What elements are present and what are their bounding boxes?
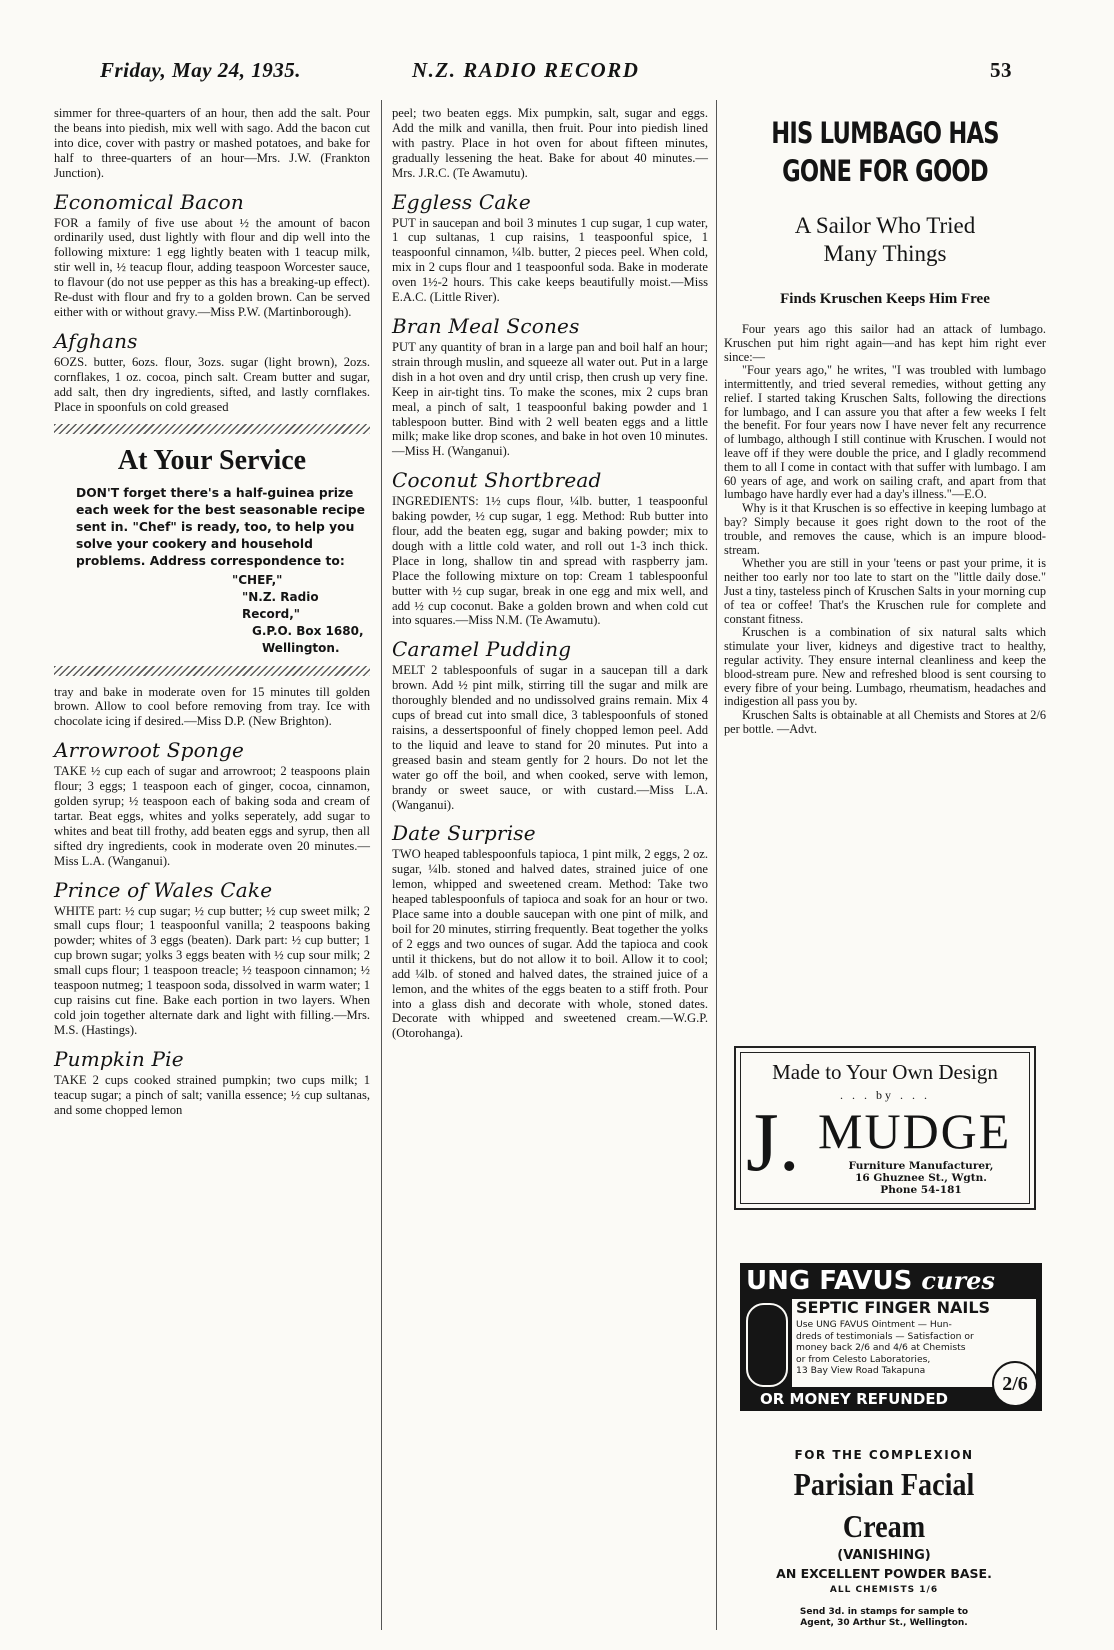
ung-brand: [746, 1267, 995, 1295]
ung-price-badge: 2/6: [992, 1361, 1038, 1407]
address-line: "CHEF,": [232, 572, 283, 587]
recipe-body: TAKE ½ cup each of sugar and arrowroot; 2 teaspoons plain flour; 3 eggs; 1 teaspoon each of ginger, cocoa, cinnamon, golden syrup; ½ teaspoon each of baking soda and cream of tartar. Beat eggs, whites and yolks seperately, add sugar to whites and beat till frothy, add beaten eggs and syrup, then all sifted dry ingredients, cook in moderate oven 20 minutes.—Miss L.A. (Wanganui).: [54, 764, 370, 868]
ad-paragraph: Why is it that Kruschen is so effective in keeping lumbago at bay? Simply because it goes right down to the root of the trouble, and removes the cause, which is an impure blood-stream.: [724, 501, 1046, 557]
recipe-title: Economical Bacon: [54, 189, 244, 214]
mudge-by: . . . by . . .: [840, 1088, 930, 1102]
recipe-title: Eggless Cake: [392, 189, 531, 214]
publication-title: N.Z. RADIO RECORD: [412, 58, 640, 82]
recipe-body: INGREDIENTS: 1½ cups flour, ¼lb. butter, 1 teaspoonful baking powder, ½ cup sugar, 1 egg. Method: Rub butter into flour, add the beaten egg, sugar and baking powder; mix to dough with a little cold water, and roll out 1-3 inch thick. Place in long, shallow tin and spread with raspberry jam. Place the following mixture on top: Cream 1 tablespoonful butter with ½ cup sugar, break in one egg and mix well, and add ½ cup coconut. Bake a golden brown and when cold cut into squares.—Miss N.M. (Te Awamutu).: [392, 494, 708, 628]
address-line: Wellington.: [262, 640, 340, 655]
recipe-title: Pumpkin Pie: [54, 1046, 184, 1071]
ung-copy-line: 13 Bay View Road Takapuna: [796, 1365, 926, 1377]
ung-brand-name: UNG FAVUS: [746, 1266, 913, 1296]
mudge-detail-line: Phone 54-181: [880, 1184, 962, 1196]
recipe-continuation: tray and bake in moderate oven for 15 minutes till golden brown. Allow to cool before removing from tray. Ice with chocolate icing if desired.—Miss D.P. (New Brighton).: [54, 684, 370, 729]
recipe-body: PUT in saucepan and boil 3 minutes 1 cup sugar, 1 cup water, 1 cup sultanas, 1 cup raisins, 1 teaspoonful spice, 1 teaspoonful cinnamon, ¼lb. butter, 2 pieces peel. When cold, mix in 2 cups flour and 1 teaspoonful soda. Bake in moderate oven 1½-2 hours. This cake keeps beautifully moist.—Miss E.A.C. (Little River).: [392, 215, 708, 305]
recipe-body: 6OZS. butter, 6ozs. flour, 3ozs. sugar (light brown), 2ozs. cornflakes, 1 oz. cocoa, pinch salt. Cream butter and sugar, add salt, then dry ingredients, sifted, and lastly cornflakes. Place in spoonfuls on cold greased: [54, 354, 370, 414]
headline-line: HIS LUMBAGO HAS: [771, 116, 999, 150]
parisian-for: FOR THE COMPLEXION: [794, 1448, 974, 1462]
recipe-title: Bran Meal Scones: [392, 313, 580, 338]
address-line: G.P.O. Box 1680,: [252, 623, 364, 638]
parisian-advertisement: [734, 1447, 1034, 1629]
recipe-title: Coconut Shortbread: [392, 468, 602, 493]
kruschen-advertisement: [724, 106, 1046, 737]
ad-paragraph: Kruschen is a combination of six natural salts which stimulate your liver, kidneys and digestive tract to healthy, regular activity. They ensure internal cleanliness and keep the blood-stream pure. New and refreshed blood is sent coursing to every fibre of your being. Lumbago, rheumatism, headaches and indigestion all pass you by.: [724, 625, 1046, 709]
ad-paragraph: Whether you are still in your 'teens or past your prime, it is neither too early nor too late to start on the "little daily dose." Just a tiny, tasteless pinch of Kruschen Salts in your morning cup of tea or coffee! That's the Kruschen rule for complete and constant fitness.: [724, 556, 1046, 626]
recipe-body: MELT 2 tablespoonfuls of sugar in a saucepan till a dark brown. Add ½ pint milk, stirring till the sugar and milk are thoroughly blended and no undissolved grains remain. Mix 4 cups of bread cut into small dice, 3 tablespoonfuls of stoned raisins, a dessertspoonful of finely chopped lemon peel. Add to the liquid and leave to stand for 20 minutes. Put into a greased basin and steam gently for 2 hours. Do not let the water go off the boil, and when cooked, serve with lemon, brandy or sweet sauce, or with custard.—Miss L.A. (Wanganui).: [392, 663, 708, 812]
mudge-tagline: Made to Your Own Design: [772, 1060, 998, 1084]
recipe-title: Arrowroot Sponge: [54, 738, 245, 763]
parisian-price: ALL CHEMISTS 1/6: [829, 1585, 939, 1595]
recipe-body: WHITE part: ½ cup sugar; ½ cup butter; ½ cup sweet milk; 2 small cups flour; 1 teaspoonful vanilla; 2 teaspoons baking powder; whites of 3 eggs (beaten). Dark part: ½ cup butter; 1 cup brown sugar; yolks 3 eggs beaten with ½ cup sour milk; 2 small cups flour; 1 teaspoon treacle; ½ teaspoon cinnamon; ½ teaspoon nutmeg; 1 teaspoon soda, dissolved in warm water; 1 cup raisins cut fine. Bake each portion in two layers. When cold join together alternate dark and light with filling.—Mrs. M.S. (Hastings).: [54, 903, 370, 1037]
ad-paragraph: Kruschen Salts is obtainable at all Chemists and Stores at 2/6 per bottle. —Advt.: [724, 708, 1046, 737]
mudge-detail-line: 16 Ghuznee St., Wgtn.: [855, 1172, 987, 1184]
column-left: [54, 106, 370, 1117]
column-rule: [716, 100, 717, 1630]
page-header: [0, 58, 1114, 88]
ad-subheading: [724, 212, 1046, 268]
service-address: [54, 572, 370, 657]
recipe-body: TAKE 2 cups cooked strained pumpkin; two cups milk; 1 teacup sugar; a pinch of salt; vanilla essence; ½ cup sultanas, and some chopped lemon: [54, 1072, 370, 1117]
recipe-body: TWO heaped tablespoonfuls tapioca, 1 pint milk, 2 eggs, 2 oz. sugar, ¼lb. stoned and halved dates, strained juice of one lemon, whipped and sweetened cream. Method: Take two heaped tablespoonfuls of tapioca and soak for an hour or two. Place same into a double saucepan with one pint of milk, and boil for 20 minutes, stirring frequently. Beat together the yolks of 2 eggs and two ounces of sugar. Add the tapioca and cook until it thickens, but do not allow it to boil. Allow it to cool; add ¼lb. of stoned and halved dates, the strained juice of a lemon, and the whites of the eggs beaten to a stiff froth. Pour into a glass dish and decorate with whole, stoned dates. Decorate with whipped and sweetened cream.—W.G.P. (Otorohanga).: [392, 847, 708, 1041]
ung-favus-advertisement: [740, 1263, 1042, 1411]
ung-copy-line: Use UNG FAVUS Ointment — Hun-: [796, 1319, 952, 1330]
service-text: DON'T forget there's a half-guinea prize each week for the best seasonable recipe sent in. "Chef" is ready, too, to help you solve your cookery and household problems. Address correspondence to:: [76, 485, 365, 568]
parisian-vanishing: (VANISHING): [837, 1548, 931, 1563]
parisian-sample-line: Send 3d. in stamps for sample to: [799, 1607, 969, 1617]
ung-copy-line: dreds of testimonials — Satisfaction or: [796, 1330, 974, 1342]
ad-paragraph: "Four years ago," he writes, "I was troubled with lumbago intermittently, and tried several remedies, without getting any relief. I started taking Kruschen Salts, following the directions for lumbago, and I can assure you that after a few weeks I felt the benefit. For four years now I have never felt any recurrence of lumbago, although I still continue with Kruschen. I would not leave off if they were double the price, and I gladly recommend them to all I come in contact with that suffer with lumbago. I am 60 years of age, and work on sailing craft, and apart from that lumbago have hardly ever had a day's illness."—E.O.: [724, 363, 1046, 502]
finger-illustration: [746, 1303, 788, 1387]
ad-tagline: Finds Kruschen Keeps Him Free: [780, 291, 990, 307]
column-middle: [392, 106, 708, 1041]
zigzag-divider: [54, 424, 370, 434]
recipe-title: Caramel Pudding: [392, 637, 572, 662]
parisian-sample: [734, 1607, 1034, 1629]
issue-date: Friday, May 24, 1935.: [100, 58, 302, 82]
recipe-title: Prince of Wales Cake: [54, 877, 273, 902]
service-box: [54, 443, 370, 657]
ung-cures: cures: [921, 1266, 995, 1295]
service-heading: At Your Service: [117, 444, 307, 476]
ung-headline: SEPTIC FINGER NAILS: [796, 1298, 991, 1317]
ung-copy-line: or from Celesto Laboratories,: [796, 1353, 931, 1365]
headline-line: GONE FOR GOOD: [782, 154, 988, 188]
mudge-detail-line: Furniture Manufacturer,: [848, 1160, 994, 1172]
parisian-sample-line: Agent, 30 Arthur St., Wellington.: [800, 1618, 968, 1628]
zigzag-divider: [54, 666, 370, 676]
ad-paragraph: Four years ago this sailor had an attack of lumbago. Kruschen put him right again—and has kept him right ever since:—: [724, 321, 1046, 364]
mudge-name: MUDGE: [818, 1103, 1012, 1159]
column-rule: [381, 100, 382, 1630]
parisian-base: AN EXCELLENT POWDER BASE.: [776, 1566, 992, 1581]
parisian-name: Parisian Facial Cream: [793, 1466, 975, 1544]
recipe-body: PUT any quantity of bran in a large pan and boil half an hour; strain through muslin, and squeeze all water out. Put in a large dish in a hot oven and dry until crisp, then crush up very fine. Keep in air-tight tins. To make the scones, mix 2 cups bran meal, a pinch of salt, 1 teaspoonful baking powder and 1 tablespoon butter. Bind with 2 well beaten eggs and a little milk; make like drop scones, and bake in hot oven 10 minutes.—Miss H. (Wanganui).: [392, 339, 708, 459]
recipe-title: Afghans: [54, 328, 138, 353]
ad-headline: [724, 114, 1046, 190]
subheading-line: A Sailor Who Tried: [794, 213, 976, 238]
recipe-title: Date Surprise: [392, 821, 536, 846]
recipe-continuation: simmer for three-quarters of an hour, then add the salt. Pour the beans into piedish, mix well with sago. Add the bacon cut into dice, cover with pastry or mashed potatoes, and bake for half to three-quarters of an hour—Mrs. J.W. (Frankton Junction).: [54, 106, 370, 180]
mudge-initial: J.: [746, 1096, 800, 1189]
ung-copy-line: money back 2/6 and 4/6 at Chemists: [796, 1342, 966, 1354]
recipe-continuation: peel; two beaten eggs. Mix pumpkin, salt, sugar and eggs. Add the milk and vanilla, then fruit. Pour into piedish lined with pastry. Place in hot oven for about fifteen minutes, gradually lessening the heat. Bake for about 40 minutes.—Mrs. J.R.C. (Te Awamutu).: [392, 106, 708, 180]
subheading-line: Many Things: [823, 241, 947, 266]
ung-refund: OR MONEY REFUNDED: [760, 1390, 949, 1408]
recipe-body: FOR a family of five use about ½ the amount of bacon ordinarily used, dust lightly with flour and dip well into the following mixture: 1 egg lightly beaten with 1 teacup milk, stir well in, ½ teacup flour, adding teaspoon Worcester sauce, to flavour (do not use pepper as this has a breaking-up effect). Re-dust with flour and fry to a golden brown. Can be served either with or without gravy.—Miss P.W. (Martinborough).: [54, 215, 370, 319]
address-line: "N.Z. Radio Record,": [242, 589, 319, 621]
mudge-advertisement: [734, 1046, 1036, 1210]
mudge-details: [826, 1160, 1016, 1196]
page-number: 53: [990, 58, 1012, 82]
